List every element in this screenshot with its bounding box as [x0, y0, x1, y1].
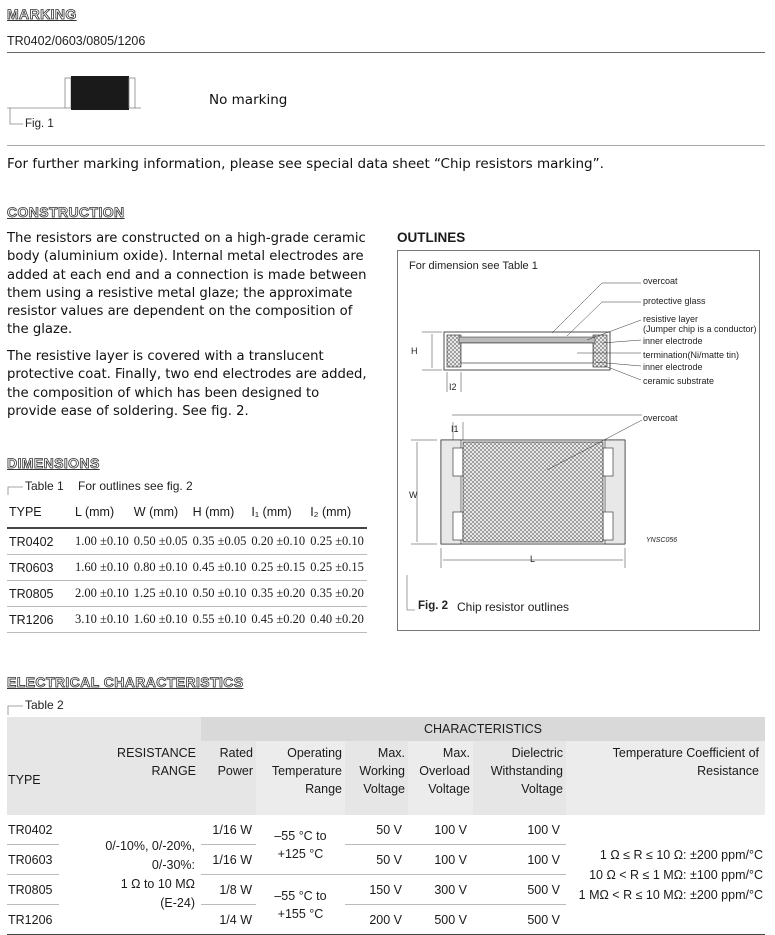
dim-cell: 0.35 ±0.20 [308, 581, 367, 607]
table-row [7, 581, 367, 607]
dim-header-type: TYPE [7, 497, 73, 528]
dim-header-l: L (mm) [73, 497, 132, 528]
dim-cell: 1.60 ±0.10 [73, 555, 132, 581]
resistance-range-cell [59, 815, 201, 935]
el-header-working: Max. Working Voltage [359, 746, 405, 796]
el-header-dielectric: Dielectric Withstanding Voltage [490, 746, 563, 796]
dim-cell: 0.35 ±0.05 [191, 528, 250, 555]
el-header-range: RESISTANCE RANGE [117, 746, 196, 778]
electrical-header-row [7, 741, 765, 815]
el-overload: 100 V [408, 815, 473, 845]
el-type: TR0402 [7, 815, 59, 845]
table1-label: Table 1 [25, 479, 64, 493]
dim-cell: TR1206 [7, 607, 73, 633]
label-inner-electrode-2: inner electrode [643, 362, 703, 372]
label-ceramic-substrate: ceramic substrate [643, 376, 715, 386]
tcr-line: 1 MΩ < R ≤ 10 MΩ: ±200 ppm/°C [578, 887, 763, 902]
marking-title: MARKING [7, 6, 77, 22]
electrical-title: ELECTRICAL CHARACTERISTICS [7, 674, 244, 690]
dim-cell: 2.00 ±0.10 [73, 581, 132, 607]
dim-cell: 0.25 ±0.10 [308, 528, 367, 555]
el-type: TR0603 [7, 845, 59, 875]
el-dielectric: 500 V [473, 905, 566, 935]
dim-cell: 0.25 ±0.15 [308, 555, 367, 581]
el-overload: 100 V [408, 845, 473, 875]
dim-I1-label: I1 [451, 424, 459, 434]
dim-I2-label: I2 [449, 382, 457, 392]
tcr-line: 10 Ω < R ≤ 1 MΩ: ±100 ppm/°C [589, 867, 763, 882]
el-header-overload: Max. Overload Voltage [419, 746, 470, 796]
dim-H-label: H [411, 346, 418, 356]
dim-cell: 0.20 ±0.10 [249, 528, 308, 555]
el-overload: 500 V [408, 905, 473, 935]
table-row [7, 555, 367, 581]
marking-divider [7, 52, 765, 53]
table2-bracket [7, 700, 27, 716]
dim-cell: TR0402 [7, 528, 73, 555]
label-overcoat: overcoat [643, 276, 678, 286]
el-dielectric: 100 V [473, 845, 566, 875]
dim-cell: 0.40 ±0.20 [308, 607, 367, 633]
el-power: 1/4 W [201, 905, 256, 935]
range-line: 0/-10%, 0/-20%, 0/-30%: [105, 838, 195, 872]
label-inner-electrode-1: inner electrode [643, 336, 703, 346]
dim-header-i1: I₁ (mm) [249, 497, 308, 528]
el-header-temp: Operating Temperature Range [271, 746, 342, 796]
el-type: TR0805 [7, 875, 59, 905]
outlines-note: For dimension see Table 1 [409, 260, 538, 272]
label-resistive-layer: resistive layer [643, 314, 699, 324]
dim-cell: 1.60 ±0.10 [132, 607, 191, 633]
tcr-line: 1 Ω ≤ R ≤ 10 Ω: ±200 ppm/°C [599, 847, 763, 862]
el-header-power: Rated Power [217, 746, 253, 778]
el-working: 50 V [345, 815, 408, 845]
table1-note: For outlines see fig. 2 [78, 479, 193, 493]
marking-subtitle: TR0402/0603/0805/1206 [7, 34, 146, 48]
fig2-caption: Chip resistor outlines [457, 600, 570, 614]
el-working: 50 V [345, 845, 408, 875]
table-row [7, 815, 765, 845]
temp-range-cell-a [256, 815, 345, 875]
fig1-divider [7, 145, 765, 146]
construction-title: CONSTRUCTION [7, 204, 125, 220]
temp-line: +155 °C [277, 906, 324, 921]
construction-paragraph-1: The resistors are constructed on a high-grade ceramic body (aluminium oxide). Internal metal electrodes are added at each end and a connection is made between them using a resistive metal glaze; the approximate resistor values are dependent on the composition of the glaze. [7, 231, 367, 338]
dim-cell: 1.00 ±0.10 [73, 528, 132, 555]
el-dielectric: 500 V [473, 875, 566, 905]
dimensions-header-row [7, 497, 367, 528]
el-header-tcr: Temperature Coefficient of Resistance [612, 746, 759, 778]
el-header-type: TYPE [7, 741, 59, 815]
fig1-label: Fig. 1 [25, 118, 54, 130]
fig2-label: Fig. 2 [418, 600, 449, 612]
dim-cell: 3.10 ±0.10 [73, 607, 132, 633]
dim-cell: 0.80 ±0.10 [132, 555, 191, 581]
chip-cross-section-drawing [397, 250, 760, 631]
dimensions-title: DIMENSIONS [7, 455, 100, 471]
electrical-table [7, 717, 765, 935]
el-working: 150 V [345, 875, 408, 905]
dim-cell: 0.50 ±0.05 [132, 528, 191, 555]
characteristics-header: CHARACTERISTICS [201, 717, 765, 741]
range-line: 1 Ω to 10 MΩ [120, 876, 195, 891]
dim-header-w: W (mm) [132, 497, 191, 528]
el-power: 1/16 W [201, 845, 256, 875]
dim-cell: 1.25 ±0.10 [132, 581, 191, 607]
el-power: 1/8 W [201, 875, 256, 905]
dim-cell: 0.45 ±0.20 [249, 607, 308, 633]
table2-label: Table 2 [25, 698, 64, 712]
el-overload: 300 V [408, 875, 473, 905]
dim-cell: 0.45 ±0.10 [191, 555, 250, 581]
table1-bracket [7, 482, 27, 496]
tcr-cell [566, 815, 765, 935]
temp-line: –55 °C to [274, 888, 327, 903]
dim-cell: 0.25 ±0.15 [249, 555, 308, 581]
dim-cell: TR0603 [7, 555, 73, 581]
dim-header-h: H (mm) [191, 497, 250, 528]
el-type: TR1206 [7, 905, 59, 935]
dim-cell: 0.50 ±0.10 [191, 581, 250, 607]
outlines-title: OUTLINES [397, 230, 466, 245]
drawing-code: YNSC056 [646, 537, 678, 544]
temp-range-cell-b [256, 875, 345, 935]
table-row [7, 528, 367, 555]
el-dielectric: 100 V [473, 815, 566, 845]
dim-cell: 0.55 ±0.10 [191, 607, 250, 633]
temp-line: –55 °C to [274, 828, 327, 843]
label-jumper-note: (Jumper chip is a conductor) [643, 324, 757, 334]
electrical-group-header-row [7, 717, 765, 741]
dim-cell: 0.35 ±0.20 [249, 581, 308, 607]
label-termination: termination(Ni/matte tin) [643, 350, 740, 360]
dimensions-table [7, 497, 367, 633]
dim-cell: TR0805 [7, 581, 73, 607]
table-row [7, 607, 367, 633]
further-marking-info: For further marking information, please see special data sheet “Chip resistors marking”. [7, 156, 604, 172]
label-overcoat-2: overcoat [643, 413, 678, 423]
temp-line: +125 °C [277, 846, 324, 861]
dim-L-label: L [530, 554, 536, 564]
el-power: 1/16 W [201, 815, 256, 845]
dim-header-i2: I₂ (mm) [308, 497, 367, 528]
range-line: (E-24) [160, 895, 195, 910]
dim-W-label: W [409, 490, 418, 500]
el-working: 200 V [345, 905, 408, 935]
no-marking-text: No marking [209, 92, 288, 108]
label-protective-glass: protective glass [643, 296, 706, 306]
construction-paragraph-2: The resistive layer is covered with a translucent protective coat. Finally, two end electrodes are added, the composition of which has been designed to provide ease of soldering. See fig. 2. [7, 349, 367, 419]
